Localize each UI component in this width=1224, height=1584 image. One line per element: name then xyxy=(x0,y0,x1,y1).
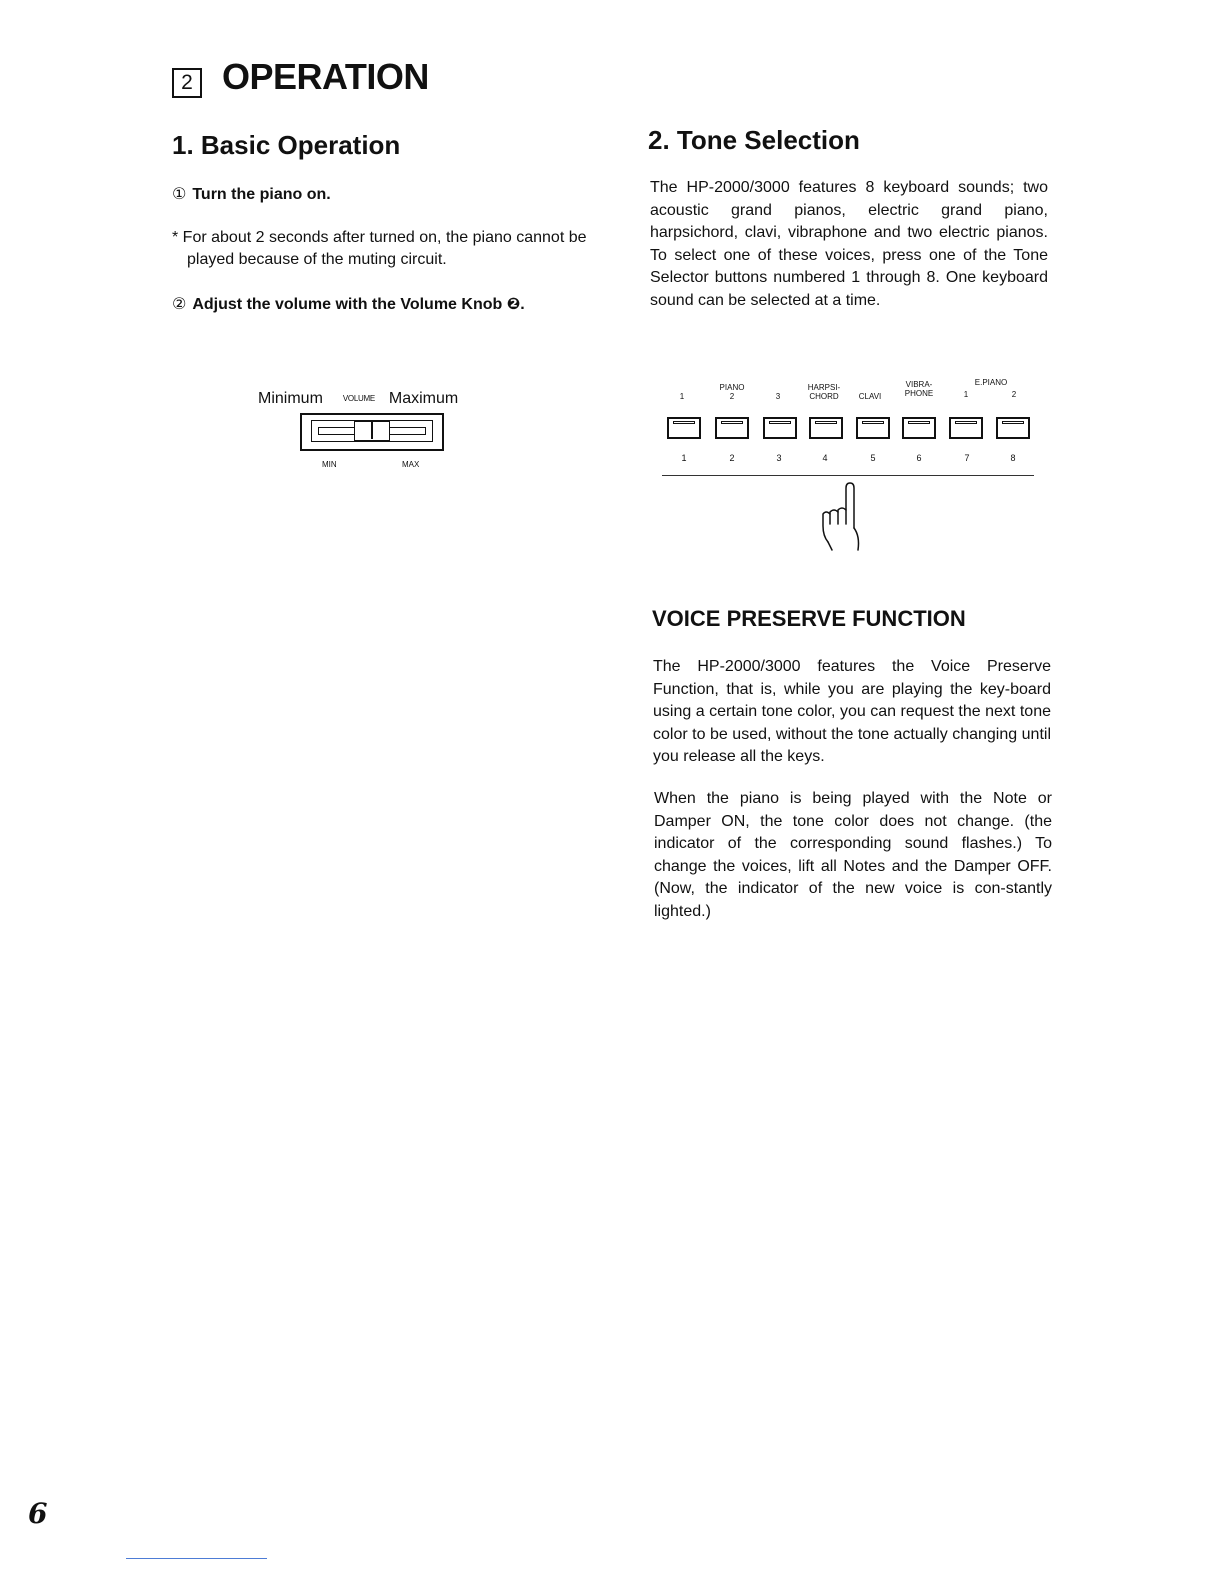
tone-label-piano-1: 1 xyxy=(679,392,685,401)
tone-button-2[interactable] xyxy=(715,417,749,439)
tone-label-piano-3: 3 xyxy=(775,392,781,401)
tone-label-epiano-2: 2 xyxy=(1011,390,1017,399)
tone-label-harpsichord-line2: CHORD xyxy=(809,392,839,401)
tone-button-4[interactable] xyxy=(809,417,843,439)
tone-button-1[interactable] xyxy=(667,417,701,439)
voice-preserve-paragraph-1: The HP-2000/3000 features the Voice Preserve Function, that is, while you are playing the key-board using a certain tone color, you can request the next tone color to be used, without the tone actually changing until you release all the keys. xyxy=(653,658,1051,766)
tone-button-7[interactable] xyxy=(949,417,983,439)
voice-preserve-paragraph-2: When the piano is being played with the Note or Damper ON, the tone color does not change. (the indicator of the corresponding sound flashes.) To change the voices, lift all Notes and the Damper OFF. (Now, the indicator of the new voice is con-stantly lighted.) xyxy=(654,790,1052,920)
step-1-marker: ① xyxy=(172,186,187,203)
page-number: 6 xyxy=(28,1497,48,1530)
tone-number-5: 5 xyxy=(870,453,876,463)
volume-slider-knob[interactable] xyxy=(354,421,390,441)
basic-operation-heading: 1. Basic Operation xyxy=(172,130,401,160)
volume-center-label: VOLUME xyxy=(342,394,375,403)
tone-number-2: 2 xyxy=(729,453,735,463)
tone-button-3[interactable] xyxy=(763,417,797,439)
tone-label-piano-group: PIANO xyxy=(719,383,745,392)
step-1-text: Turn the piano on. xyxy=(192,186,331,203)
footer-line xyxy=(126,1558,267,1559)
volume-labels xyxy=(258,390,498,408)
step-2 xyxy=(172,294,525,314)
step-2-marker: ② xyxy=(172,296,187,313)
volume-minimum-label: Minimum xyxy=(258,390,323,407)
tone-selection-paragraph: The HP-2000/3000 features 8 keyboard sounds; two acoustic grand pianos, electric grand piano, harpsichord, clavi, vibraphone and two electric pianos. To select one of these voices, press one of the Tone Selector buttons numbered 1 through 8. One keyboard sound can be selected at a time. xyxy=(650,179,1048,309)
section-number-box: 2 xyxy=(172,68,202,98)
tone-number-7: 7 xyxy=(964,453,970,463)
tone-label-clavi: CLAVI xyxy=(858,392,882,401)
tone-number-1: 1 xyxy=(681,453,687,463)
step-1 xyxy=(172,184,331,204)
tone-button-8[interactable] xyxy=(996,417,1030,439)
tone-number-4: 4 xyxy=(822,453,828,463)
tone-number-6: 6 xyxy=(916,453,922,463)
tone-label-vibraphone-line2: PHONE xyxy=(904,389,934,398)
volume-maximum-label: Maximum xyxy=(388,390,459,407)
tone-button-5[interactable] xyxy=(856,417,890,439)
tone-selection-heading: 2. Tone Selection xyxy=(648,125,860,155)
tone-label-harpsichord-line1: HARPSI- xyxy=(807,383,841,392)
step-2-text: Adjust the volume with the Volume Knob ❷. xyxy=(192,296,525,313)
tone-panel-baseline xyxy=(662,475,1034,476)
tone-label-vibraphone-line1: VIBRA- xyxy=(905,380,933,389)
tone-label-epiano-group: E.PIANO xyxy=(974,378,1008,387)
tone-label-piano-2: 2 xyxy=(729,392,735,401)
tone-label-harpsichord xyxy=(800,383,848,401)
tone-button-6[interactable] xyxy=(902,417,936,439)
muting-note-text: * For about 2 seconds after turned on, the piano cannot be played because of the muting circuit. xyxy=(172,229,587,268)
tone-number-8: 8 xyxy=(1010,453,1016,463)
volume-min-label: MIN xyxy=(322,460,337,469)
pointing-hand-icon xyxy=(812,480,872,552)
tone-number-3: 3 xyxy=(776,453,782,463)
muting-note xyxy=(172,227,592,271)
voice-preserve-heading: VOICE PRESERVE FUNCTION xyxy=(652,606,966,631)
tone-label-epiano-1: 1 xyxy=(963,390,969,399)
tone-label-vibraphone xyxy=(896,380,942,398)
section-title: OPERATION xyxy=(222,56,429,97)
volume-max-label: MAX xyxy=(402,460,420,469)
